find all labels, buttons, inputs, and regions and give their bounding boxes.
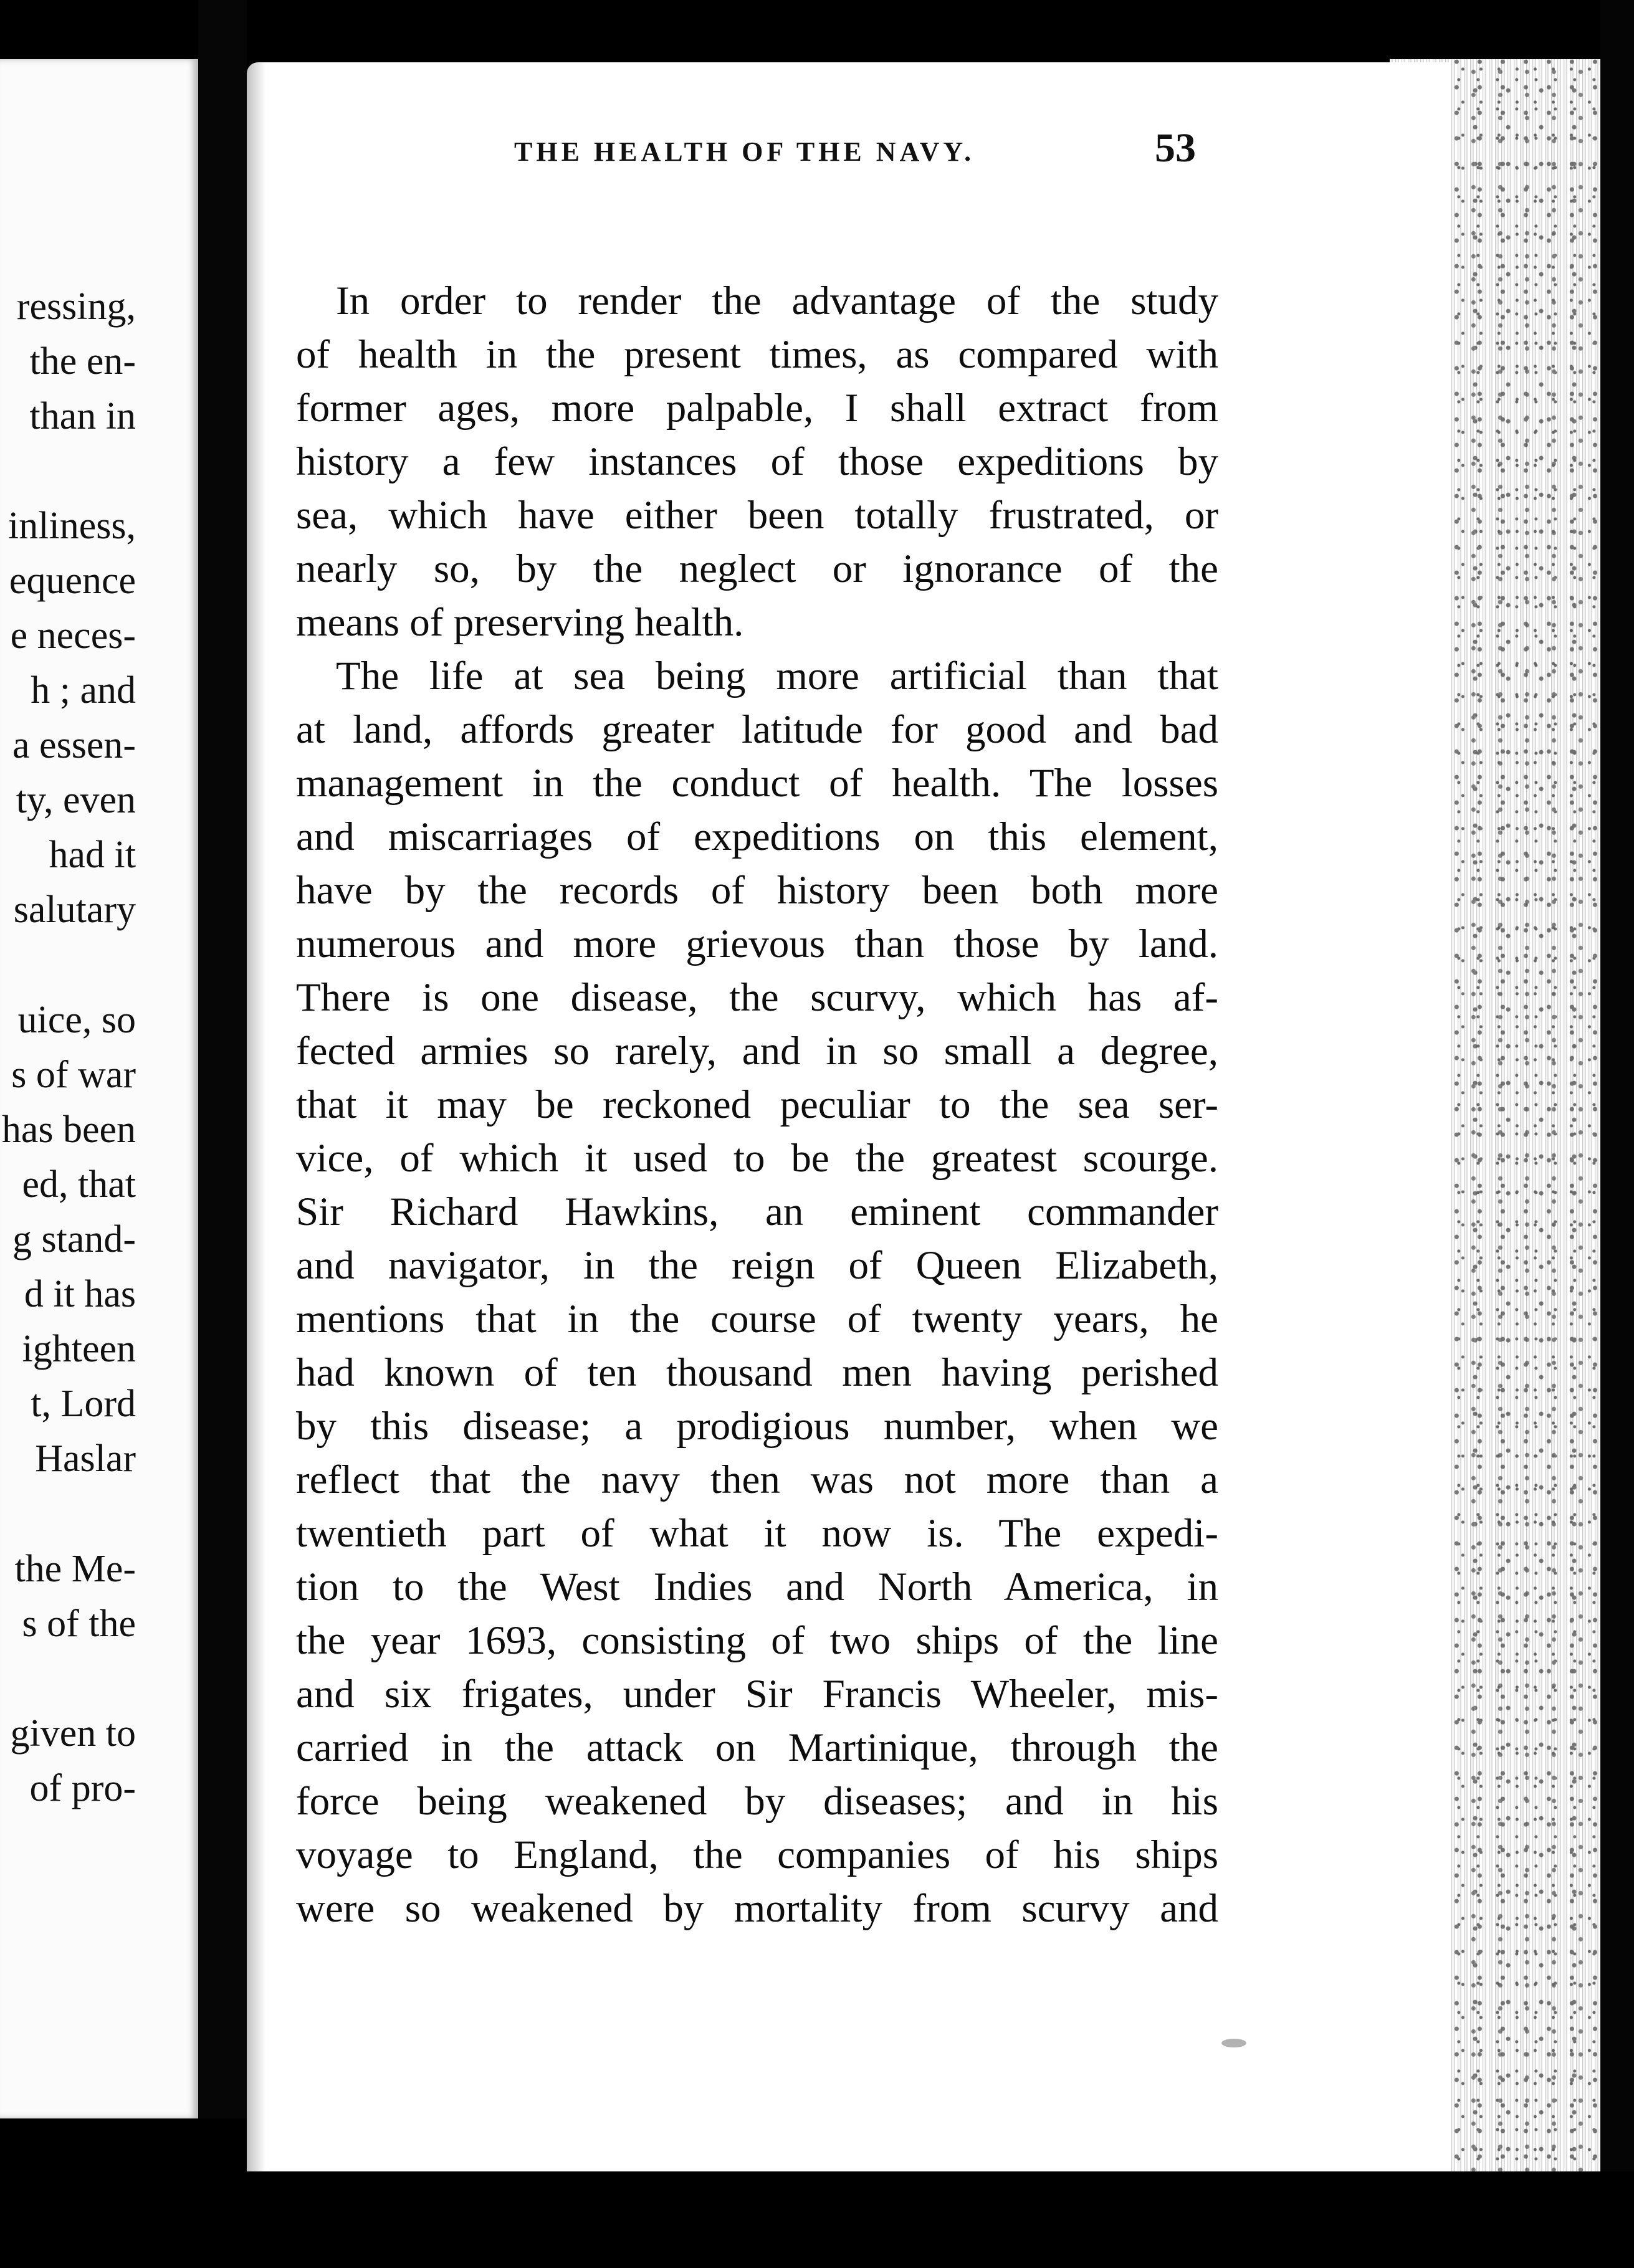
left-page-fragment [0,59,198,2118]
page-fold-shadow [247,62,265,2171]
paragraph-2-line: vice, of which it used to be the greatest scourge. [296,1136,1218,1181]
paragraph-2-line: carried in the attack on Martinique, through the [296,1725,1218,1770]
left-page-line: a essen- [12,724,136,766]
left-page-line: h ; and [31,669,136,712]
left-page-line: Haslar [35,1437,136,1480]
left-page-line: d it has [24,1273,136,1315]
ink-smudge [1221,2039,1246,2047]
paragraph-2-line: and miscarriages of expeditions on this element, [296,814,1218,859]
left-page-line: had it [49,834,136,876]
paragraph-2-line: force being weakened by diseases; and in his [296,1779,1218,1824]
paragraph-2-line: at land, affords greater latitude for good and bad [296,707,1218,752]
paragraph-2-line: mentions that in the course of twenty years, he [296,1297,1218,1341]
paragraph-1-line: means of preserving health. [296,600,744,645]
left-page-line: ed, that [22,1163,136,1206]
left-page-line: s of the [22,1603,136,1645]
paragraph-2-line: numerous and more grievous than those by land. [296,922,1218,966]
paragraph-2-line: voyage to England, the companies of his ships [296,1832,1218,1877]
left-page-text [0,59,198,2118]
left-page-line: given to [10,1712,136,1755]
paragraph-2-line: were so weakened by mortality from scurvy and [296,1886,1218,1931]
paragraph-2-line: had known of ten thousand men having perished [296,1350,1218,1395]
paragraph-2-line: reflect that the navy then was not more than a [296,1457,1218,1502]
paragraph-1-line: In order to render the advantage of the study [336,279,1218,323]
paragraph-1-line: former ages, more palpable, I shall extract from [296,386,1218,431]
running-head [265,125,1218,193]
paragraph-2-line: Sir Richard Hawkins, an eminent commander [296,1189,1218,1234]
paragraph-2-line: The life at sea being more artificial than that [336,654,1218,698]
left-page-line: ty, even [16,779,136,821]
left-page-line: the en- [29,340,136,383]
paragraph-2-line: management in the conduct of health. The losses [296,761,1218,806]
left-page-line: equence [9,560,136,602]
paragraph-2-line: by this disease; a prodigious number, when we [296,1404,1218,1449]
paragraph-2-line: have by the records of history been both more [296,868,1218,913]
left-page-line: salutary [13,889,136,931]
paragraph-2-line: and six frigates, under Sir Francis Wheeler, mis- [296,1672,1218,1717]
left-page-line: s of war [11,1054,136,1096]
left-page-line: of pro- [29,1767,136,1809]
scan-background-bottom [0,2171,1634,2268]
scan-background-right [1600,0,1634,2268]
left-page-line: uice, so [17,999,136,1041]
left-page-line: than in [29,395,136,437]
left-page-line: ressing, [16,285,136,328]
left-page-line: g stand- [12,1218,136,1260]
paragraph-2-line: fected armies so rarely, and in so small a degree, [296,1029,1218,1074]
paragraph-1-line: sea, which have either been totally frustrated, or [296,493,1218,538]
book-gutter [198,0,247,2268]
paragraph-1-line: nearly so, by the neglect or ignorance of the [296,546,1218,591]
paragraph-2-line: twentieth part of what it now is. The expedi- [296,1511,1218,1556]
left-page-line: e neces- [10,614,136,657]
left-page-line: has been [1,1108,136,1151]
page-number: 53 [1155,125,1196,171]
left-page-line: t, Lord [31,1383,136,1425]
running-title: THE HEALTH OF THE NAVY. [514,136,975,167]
paragraph-2-line: and navigator, in the reign of Queen Elizabeth, [296,1243,1218,1288]
paragraph-2-line: that it may be reckoned peculiar to the sea ser- [296,1082,1218,1127]
paragraph-1-line: of health in the present times, as compared with [296,332,1218,377]
paragraph-1-line: history a few instances of those expeditions by [296,439,1218,484]
paragraph-2-line: the year 1693, consisting of two ships of the line [296,1618,1218,1663]
left-page-line: the Me- [14,1548,136,1590]
left-page-line: inliness, [8,505,136,547]
paragraph-2-line: tion to the West Indies and North America, in [296,1565,1218,1609]
paragraph-2-line: There is one disease, the scurvy, which has af- [296,975,1218,1020]
left-page-line: ighteen [22,1328,136,1370]
